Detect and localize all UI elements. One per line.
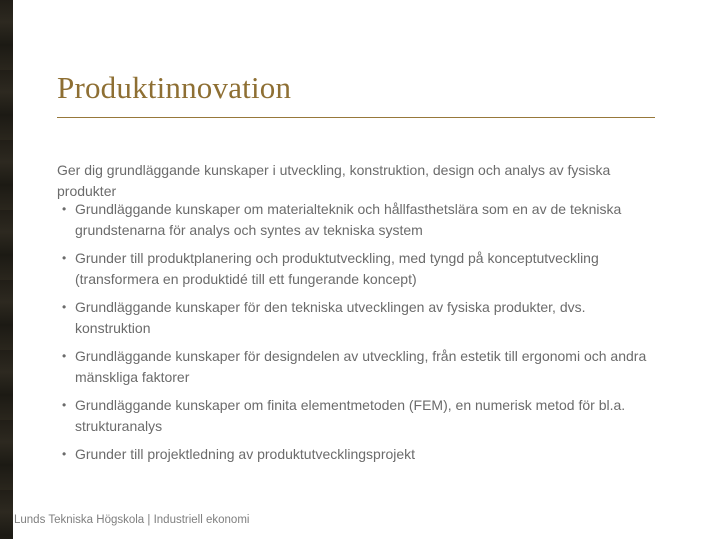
- bullet-icon: •: [62, 300, 67, 314]
- title-rule: [57, 117, 655, 118]
- intro-text: Ger dig grundläggande kunskaper i utveckling, konstruktion, design och analys av fysiska produkter: [57, 162, 611, 199]
- bullet-text: Grundläggande kunskaper för den tekniska utvecklingen av fysiska produkter, dvs. konstruktion: [75, 299, 586, 336]
- bullet-icon: •: [62, 251, 67, 265]
- list-item: [62, 395, 652, 437]
- list-item: [62, 297, 652, 339]
- page-title: Produktinnovation: [57, 70, 292, 105]
- bullet-icon: •: [62, 447, 67, 461]
- list-item: [62, 444, 652, 465]
- bullet-icon: •: [62, 349, 67, 363]
- list-item: [62, 346, 652, 388]
- bullet-list: [62, 199, 652, 472]
- bullet-text: Grunder till produktplanering och produktutveckling, med tyngd på konceptutveckling (transformera en produktidé till ett fungerande koncept): [75, 250, 599, 287]
- list-item: [62, 248, 652, 290]
- bullet-text: Grunder till projektledning av produktutvecklingsprojekt: [75, 446, 416, 462]
- bullet-text: Grundläggande kunskaper om materialteknik och hållfasthetslära som en av de tekniska grundstenarna för analys och syntes av tekniska system: [75, 201, 622, 238]
- bullet-text: Grundläggande kunskaper om finita elementmetoden (FEM), en numerisk metod för bl.a. strukturanalys: [75, 397, 626, 434]
- footer-text: Lunds Tekniska Högskola | Industriell ekonomi: [14, 514, 250, 526]
- bullet-icon: •: [62, 398, 67, 412]
- list-item: [62, 199, 652, 241]
- bullet-text: Grundläggande kunskaper för designdelen av utveckling, från estetik till ergonomi och andra mänskliga faktorer: [75, 348, 647, 385]
- bullet-icon: •: [62, 202, 67, 216]
- slide-edge-strip: [0, 0, 13, 539]
